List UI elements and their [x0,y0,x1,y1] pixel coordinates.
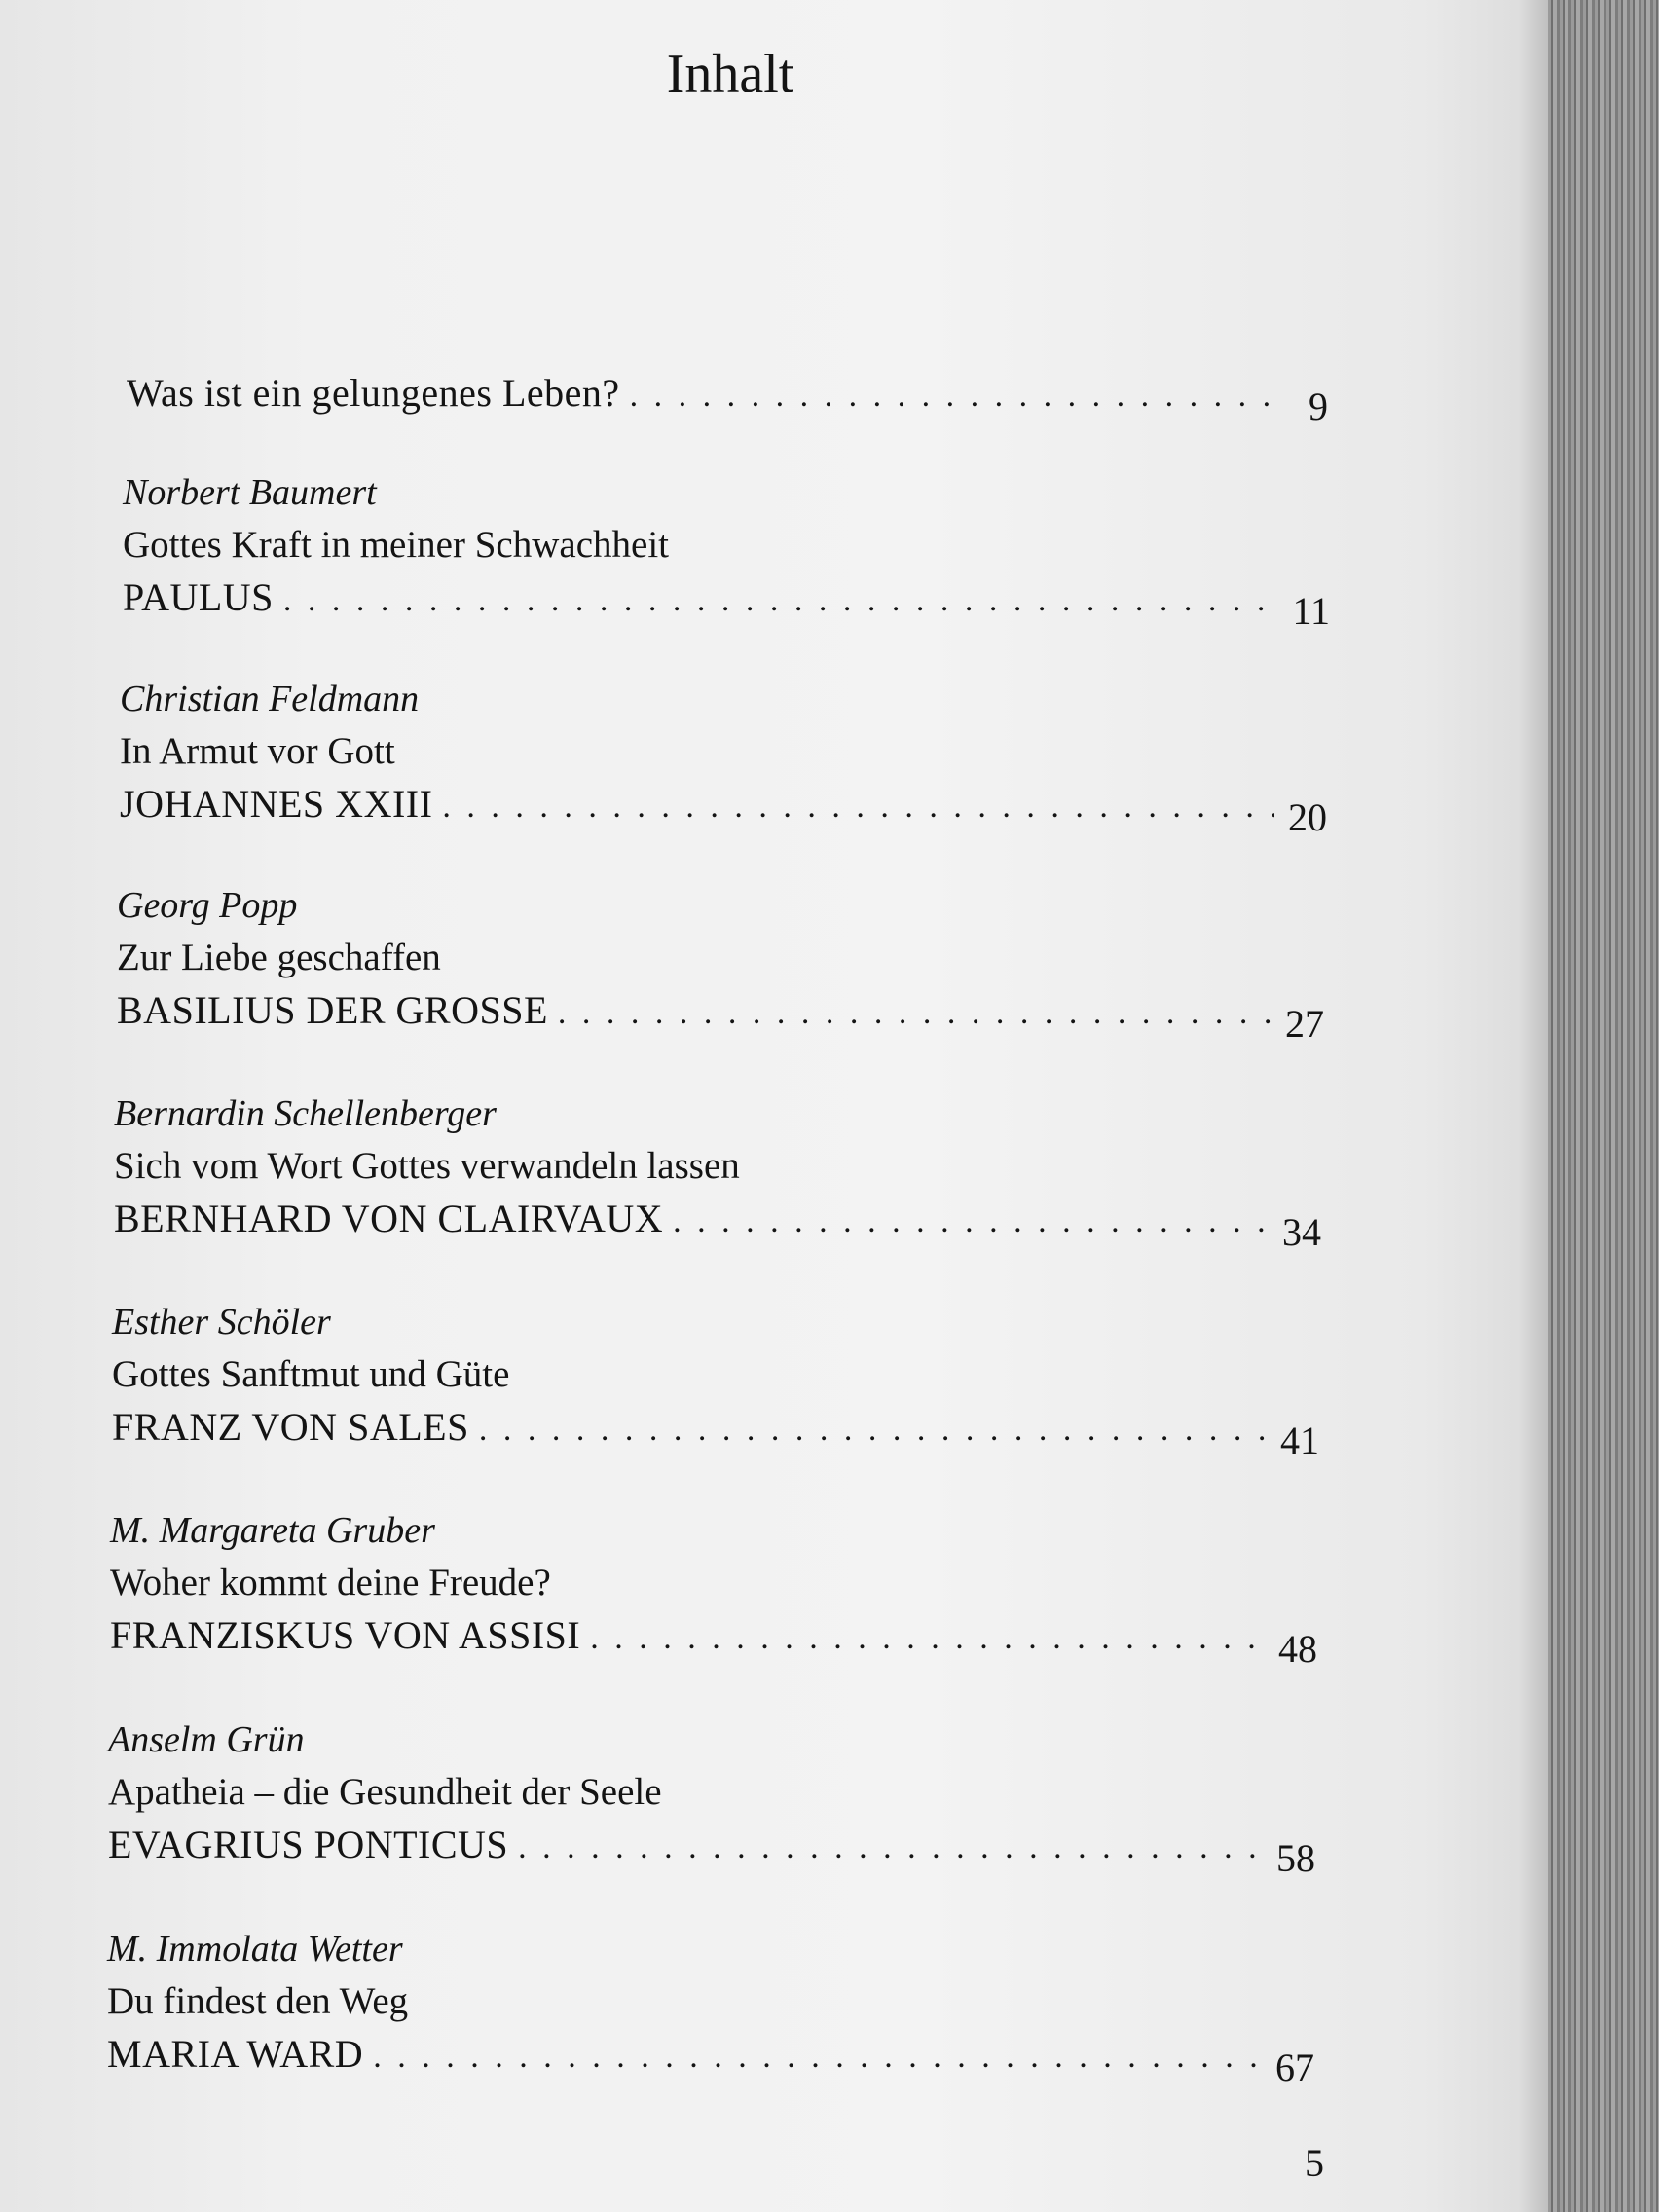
entry-author: Christian Feldmann [120,679,420,719]
book-edge [1548,0,1659,2212]
entry-title: Du findest den Weg [107,1980,409,2022]
entry-author: Norbert Baumert [123,472,377,513]
entry-title: Sich vom Wort Gottes verwandeln lassen [114,1145,740,1187]
toc-entry [114,1088,1321,1254]
entry-subject-line [120,778,1327,839]
entry-title: Apatheia – die Gesundheit der Seele [108,1771,662,1813]
entry-subject: FRANZ VON SALES [112,1405,469,1449]
toc-entry [120,673,1327,839]
entry-title: Zur Liebe geschaffen [117,937,441,978]
dot-leader [630,378,1275,415]
entry-subject-line [108,1819,1315,1880]
page-title: Inhalt [666,44,794,104]
toc-entry [110,1504,1317,1671]
dot-leader [442,781,1274,833]
page-number: 27 [1285,1002,1324,1046]
entry-author: M. Immolata Wetter [107,1929,403,1970]
entry-author: Georg Popp [117,885,298,926]
dot-leader [590,1612,1265,1665]
entry-subject: FRANZISKUS VON ASSISI [110,1613,581,1657]
folio-page-number: 5 [1305,2141,1324,2185]
toc-entry [117,879,1324,1046]
entry-author: M. Margareta Gruber [110,1510,435,1551]
dot-leader [518,1822,1263,1874]
page-number: 58 [1276,1836,1315,1880]
dot-leader [558,987,1272,1040]
entry-subject-line [114,1193,1321,1254]
entry-subject: MARIA WARD [107,2032,364,2076]
toc-entry [123,466,1330,633]
page-number: 9 [1309,385,1328,428]
page-number: 11 [1292,589,1330,633]
entry-subject-line [110,1609,1317,1671]
entry-subject-line [123,571,1330,633]
page-number: 34 [1282,1210,1321,1254]
entry-author: Bernardin Schellenberger [114,1093,497,1134]
entry-author: Anselm Grün [108,1719,305,1760]
intro-title: Was ist ein gelungenes Leben? [127,371,620,415]
toc-entry [108,1714,1315,1880]
entry-subject: BASILIUS DER GROSSE [117,988,548,1032]
dot-leader [673,1196,1269,1248]
toc-entry [112,1296,1319,1462]
entry-author: Esther Schöler [112,1302,331,1343]
entry-title: Gottes Sanftmut und Güte [112,1353,510,1395]
entry-subject: JOHANNES XXIII [120,782,433,826]
entry-title: Gottes Kraft in meiner Schwachheit [123,524,669,566]
entry-subject: BERNHARD VON CLAIRVAUX [114,1197,664,1240]
entry-subject: PAULUS [123,575,274,619]
toc-entry-intro [127,370,1328,428]
entry-subject-line [112,1401,1319,1462]
dot-leader [373,2031,1262,2083]
page-number: 41 [1280,1419,1319,1462]
entry-subject: EVAGRIUS PONTICUS [108,1823,509,1866]
page-edge-shadow [1519,0,1548,2212]
page-number: 20 [1288,795,1327,839]
entry-title: Woher kommt deine Freude? [110,1562,551,1604]
entry-subject-line [117,984,1324,1046]
toc-entry [107,1923,1314,2089]
dot-leader [479,1404,1267,1456]
dot-leader [283,574,1277,627]
entry-title: In Armut vor Gott [120,730,395,772]
page-number: 48 [1278,1627,1317,1671]
page-number: 67 [1275,2046,1314,2089]
entry-subject-line [107,2028,1314,2089]
